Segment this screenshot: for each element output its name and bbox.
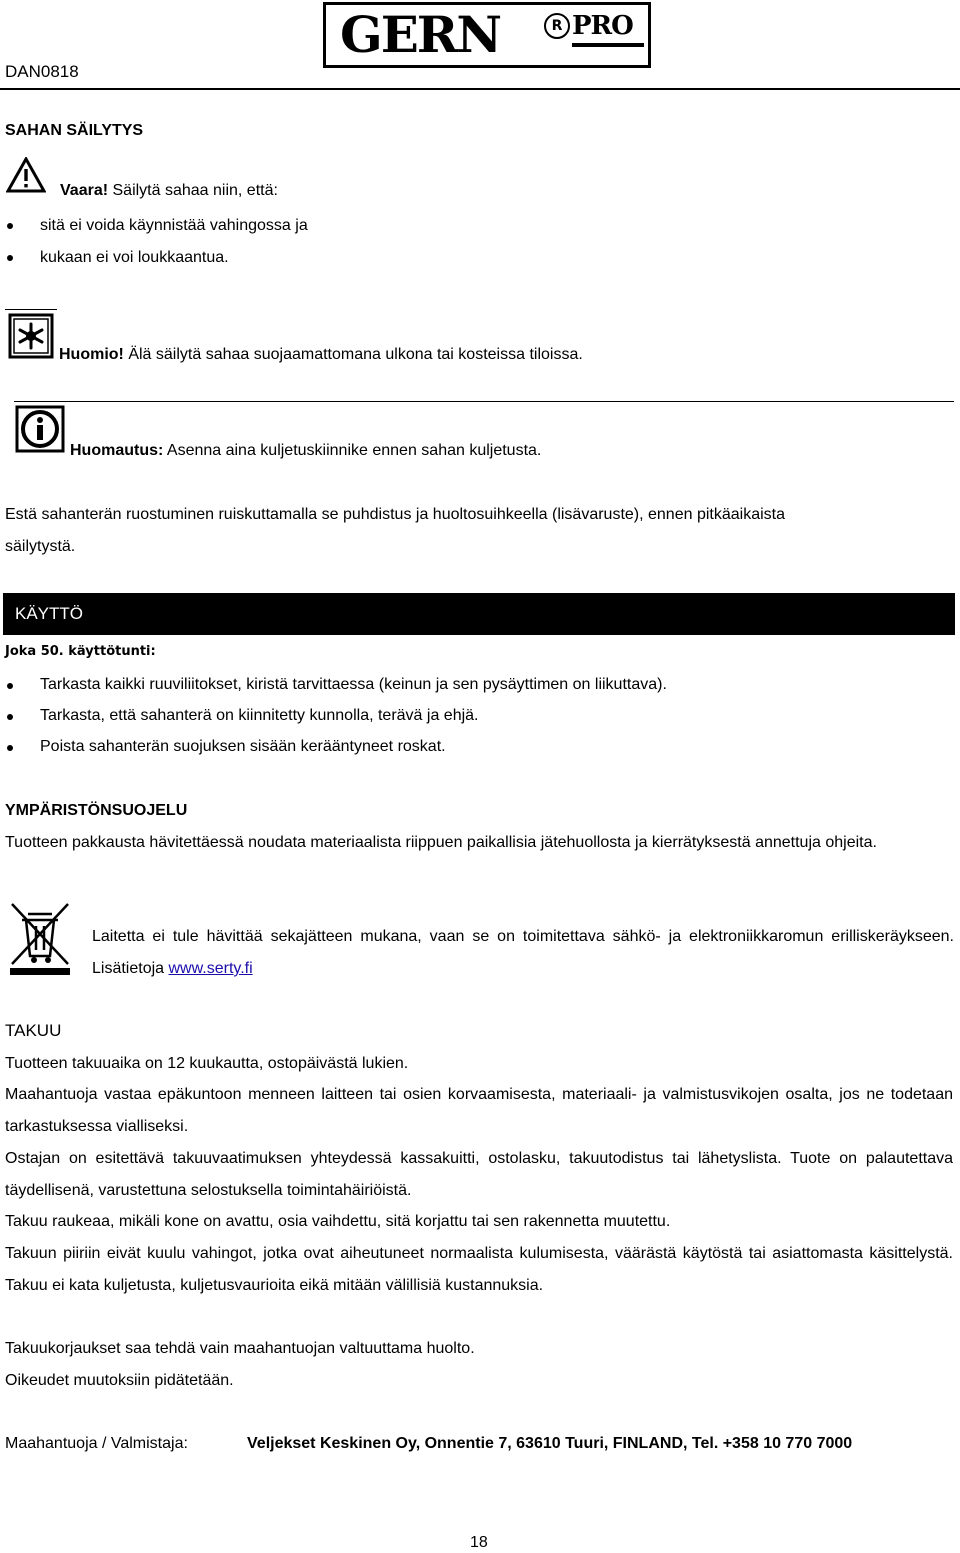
caution-text: Älä säilytä sahaa suojaamattomana ulkona tai kosteissa tiloissa. — [128, 346, 583, 363]
header-divider — [0, 88, 960, 90]
warranty-paragraph-2: Ostajan on esitettävä takuuvaatimuksen yhteydessä kassakuitti, ostolasku, takuutodistus tai lähetyslista. Tuote on palautettava täydellisenä, varustettuna selostuksella toimintahäiriöistä. — [5, 1150, 953, 1199]
bullet-dot — [7, 255, 13, 261]
note-text: Asenna aina kuljetuskiinnike ennen sahan kuljetusta. — [166, 442, 542, 459]
caution-line — [59, 345, 583, 365]
document-code: DAN0818 — [5, 62, 79, 81]
storage-heading: SAHAN SÄILYTYS — [5, 122, 144, 139]
warranty-paragraph-1: Maahantuoja vastaa epäkuntoon menneen laitteen tai osien korvaamisesta, materiaali- ja valmistusvikojen osalta, jos ne todetaan tarkastuksessa vialliseksi. — [5, 1086, 953, 1135]
warning-text: Säilytä sahaa niin, että: — [112, 182, 278, 199]
rust-paragraph-line-1: Estä sahanterän ruostuminen ruiskuttamalla se puhdistus ja huoltosuihkeella (lisävaruste), ennen pitkäaikaista — [5, 506, 785, 523]
logo-brand-text: GERN — [340, 5, 501, 64]
warranty-paragraph-3: Takuu raukeaa, mikäli kone on avattu, osia vaihdettu, sitä korjattu tai sen rakennetta muutettu. — [5, 1213, 671, 1230]
serty-link[interactable]: www.serty.fi — [168, 960, 253, 977]
rust-paragraph-line-2: säilytystä. — [5, 538, 76, 555]
warning-label: Vaara! — [60, 182, 109, 199]
usage-interval: Joka 50. käyttötunti: — [5, 644, 156, 659]
weee-text: Laitetta ei tule hävittää sekajätteen mukana, vaan se on toimitettava sähkö- ja elektroniikkaromun erilliskeräykseen. Lisätietoja — [92, 928, 954, 977]
caution-label: Huomio! — [59, 346, 124, 363]
warranty-paragraph-4: Takuun piiriin eivät kuulu vahingot, jotka ovat aiheutuneet normaalista kulumisesta, väärästä käytöstä tai asiattomasta käsittelystä. Takuu ei kata kuljetusta, kuljetusvaurioita eikä mitään välillisiä kustannuksia. — [5, 1245, 953, 1294]
importer-value: Veljekset Keskinen Oy, Onnentie 7, 63610 Tuuri, FINLAND, Tel. +358 10 770 7000 — [247, 1435, 853, 1452]
info-icon — [15, 405, 65, 453]
bullet-dot — [7, 714, 13, 720]
warranty-repairs: Takuukorjaukset saa tehdä vain maahantuojan valtuuttama huolto. — [5, 1340, 475, 1357]
usage-bullet-3: Poista sahanterän suojuksen sisään kerääntyneet roskat. — [40, 738, 446, 755]
usage-bullet-2: Tarkasta, että sahanterä on kiinnitetty kunnolla, terävä ja ehjä. — [40, 707, 479, 724]
note-rule — [14, 401, 954, 402]
importer-label: Maahantuoja / Valmistaja: — [5, 1435, 188, 1452]
usage-heading-bar — [3, 593, 955, 635]
logo-suffix-text: PRO — [572, 11, 633, 41]
storage-bullet-2: kukaan ei voi loukkaantua. — [40, 249, 229, 266]
bullet-dot — [7, 745, 13, 751]
caution-frost-icon — [8, 313, 54, 359]
environment-paragraph: Tuotteen pakkausta hävitettäessä noudata materiaalista riippuen paikallisia jätehuollosta ja kierrätyksestä annettuja ohjeita. — [5, 834, 877, 851]
registered-mark: R — [544, 13, 570, 39]
bullet-dot — [7, 683, 13, 689]
brand-logo — [323, 2, 651, 68]
crossed-bin-icon — [8, 900, 72, 976]
warranty-period: Tuotteen takuuaika on 12 kuukautta, ostopäivästä lukien. — [5, 1055, 409, 1072]
environment-heading: YMPÄRISTÖNSUOJELU — [5, 802, 188, 819]
warning-triangle-icon — [6, 157, 46, 193]
storage-bullet-1: sitä ei voida käynnistää vahingossa ja — [40, 217, 308, 234]
logo-underline — [572, 43, 644, 47]
warning-line — [60, 181, 278, 201]
bullet-dot — [7, 223, 13, 229]
usage-bullet-1: Tarkasta kaikki ruuviliitokset, kiristä tarvittaessa (keinun ja sen pysäyttimen on liikuttava). — [40, 676, 667, 693]
warranty-rights: Oikeudet muutoksiin pidätetään. — [5, 1372, 234, 1389]
usage-heading: KÄYTTÖ — [15, 604, 84, 623]
note-line — [70, 441, 541, 461]
warranty-heading: TAKUU — [5, 1021, 62, 1040]
weee-paragraph — [92, 921, 954, 985]
caution-rule — [5, 309, 57, 310]
note-label: Huomautus: — [70, 442, 164, 459]
page-number: 18 — [470, 1534, 488, 1551]
